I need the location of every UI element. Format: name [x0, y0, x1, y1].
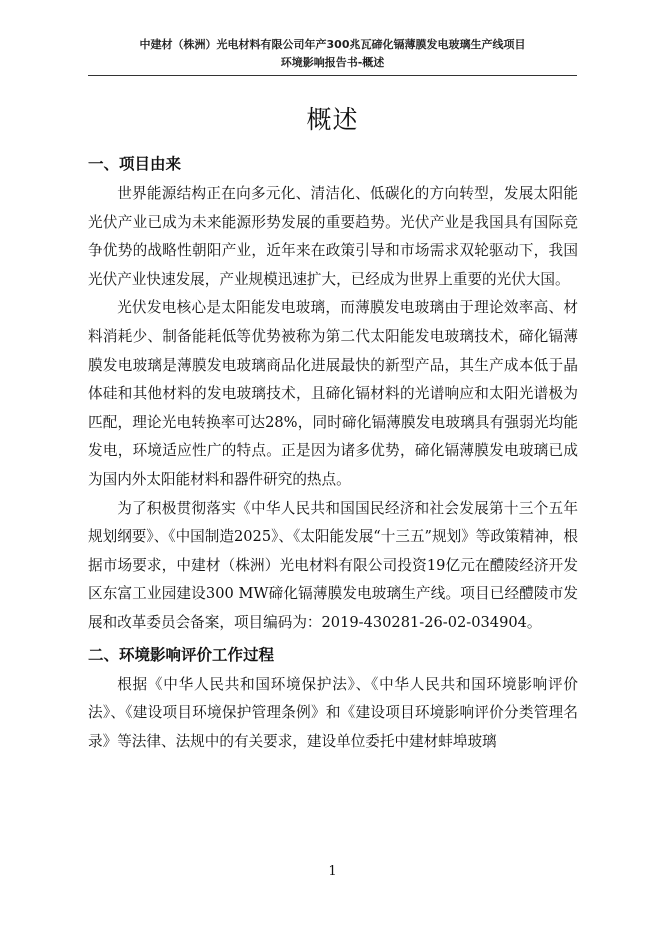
page-number: 1 — [328, 864, 337, 879]
section-heading: 二、环境影响评价工作过程 — [88, 645, 275, 664]
section-eia-process — [88, 639, 578, 757]
paragraph: 光伏发电核心是太阳能发电玻璃，而薄膜发电玻璃由于理论效率高、材料消耗少、制备能耗低等优势被称为第二代太阳能发电玻璃技术，碲化镉薄膜发电玻璃是薄膜发电玻璃商品化进展最快的新型产品，其生产成本低于晶体硅和其他材料的发电玻璃技术，且碲化镉材料的光谱响应和太阳光谱极为匹配，理论光电转换率可达28%，同时碲化镉薄膜发电玻璃具有强弱光均能发电，环境适应性广的特点。正是因为诸多优势，碲化镉薄膜发电玻璃已成为国内外太阳能材料和器件研究的热点。 — [88, 299, 578, 488]
paragraph: 根据《中华人民共和国环境保护法》、《中华人民共和国环境影响评价法》、《建设项目环境保护管理条例》和《建设项目环境影响评价分类管理名录》等法律、法规中的有关要求，建设单位委托中建材蚌埠玻璃 — [88, 675, 578, 750]
header-divider — [88, 75, 577, 76]
paragraph: 世界能源结构正在向多元化、清洁化、低碳化的方向转型，发展太阳能光伏产业已成为未来能源形势发展的重要趋势。光伏产业是我国具有国际竞争优势的战略性朝阳产业，近年来在政策引导和市场需求双轮驱动下，我国光伏产业快速发展，产业规模迅速扩大，已经成为世界上重要的光伏大国。 — [88, 185, 578, 288]
document-body — [88, 148, 578, 756]
document-title: 概述 — [306, 105, 359, 134]
section-project-origin — [88, 148, 578, 638]
section-heading: 一、项目由来 — [88, 155, 182, 173]
header-line-project: 中建材（株洲）光电材料有限公司年产300兆瓦碲化镉薄膜发电玻璃生产线项目 — [139, 38, 526, 51]
header-line-report: 环境影响报告书-概述 — [280, 56, 385, 69]
paragraph: 为了积极贯彻落实《中华人民共和国国民经济和社会发展第十三个五年规划纲要》、《中国制造2025》、《太阳能发展“十三五”规划》等政策精神，根据市场要求，中建材（株洲）光电材料有限公司投资19亿元在醴陵经济开发区东富工业园建设300 MW碲化镉薄膜发电玻璃生产线。项目已经醴陵市发展和改革委员会备案，项目编码为：2019-430281-26-02-034904。 — [88, 499, 578, 631]
page-header — [88, 36, 577, 72]
